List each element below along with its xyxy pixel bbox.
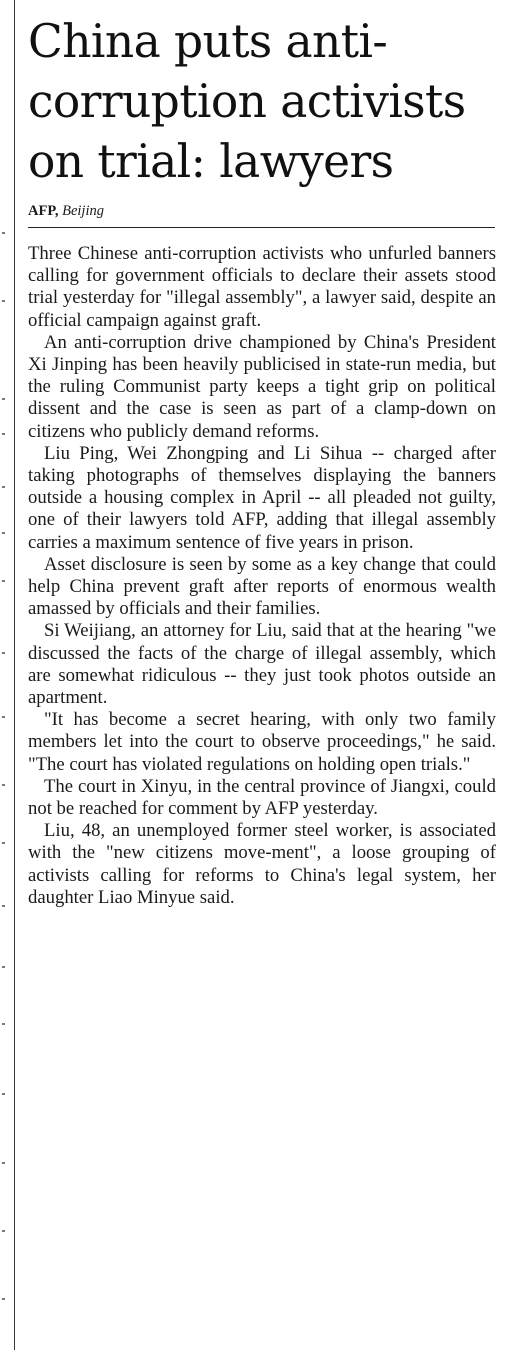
- news-article: [28, 12, 496, 909]
- body-paragraph-7: The court in Xinyu, in the central province of Jiangxi, could not be reached for comment by AFP yesterday.: [28, 775, 496, 820]
- body-paragraph-3: Liu Ping, Wei Zhongping and Li Sihua -- charged after taking photographs of themselves displaying the banners outside a housing complex in April -- all pleaded not guilty, one of their lawyers told AFP, adding that illegal assembly carries a maximum sentence of five years in prison.: [28, 442, 496, 553]
- next-headline-cut-off: [30, 1344, 490, 1350]
- headline-line-3: on trial: lawyers: [28, 135, 394, 188]
- body-paragraph-2: An anti-corruption drive championed by China's President Xi Jinping has been heavily publicised in state-run media, but the ruling Communist party keeps a tight grip on political dissent and the case is seen as part of a clamp-down on citizens who publicly demand reforms.: [28, 331, 496, 442]
- article-headline: [28, 12, 496, 192]
- byline-divider: [28, 227, 495, 228]
- body-paragraph-8: Liu, 48, an unemployed former steel worker, is associated with the "new citizens move-ment", a loose grouping of activists calling for reforms to China's legal system, her daughter Liao Minyue said.: [28, 820, 496, 908]
- headline-line-2: corruption activists: [28, 75, 466, 128]
- article-body: [28, 243, 496, 909]
- body-paragraph-5: Si Weijiang, an attorney for Liu, said that at the hearing "we discussed the facts of the charge of illegal assembly, which are somewhat ridiculous -- they just took photos outside an apartment.: [28, 620, 496, 709]
- body-paragraph-1: Three Chinese anti-corruption activists who unfurled banners calling for government officials to declare their assets stood trial yesterday for "illegal assembly", a lawyer said, despite an official campaign against graft.: [28, 243, 496, 331]
- byline: [28, 202, 496, 220]
- body-paragraph-4: Asset disclosure is seen by some as a key change that could help China prevent graft after reports of enormous wealth amassed by officials and their families.: [28, 553, 496, 620]
- column-divider: [14, 0, 15, 1350]
- byline-city: Beijing: [62, 203, 104, 219]
- headline-line-1: China puts anti-: [28, 15, 388, 68]
- byline-agency: AFP,: [28, 203, 59, 219]
- body-paragraph-6: "It has become a secret hearing, with only two family members let into the court to observe proceedings," he said. "The court has violated regulations on holding open trials.": [28, 709, 496, 775]
